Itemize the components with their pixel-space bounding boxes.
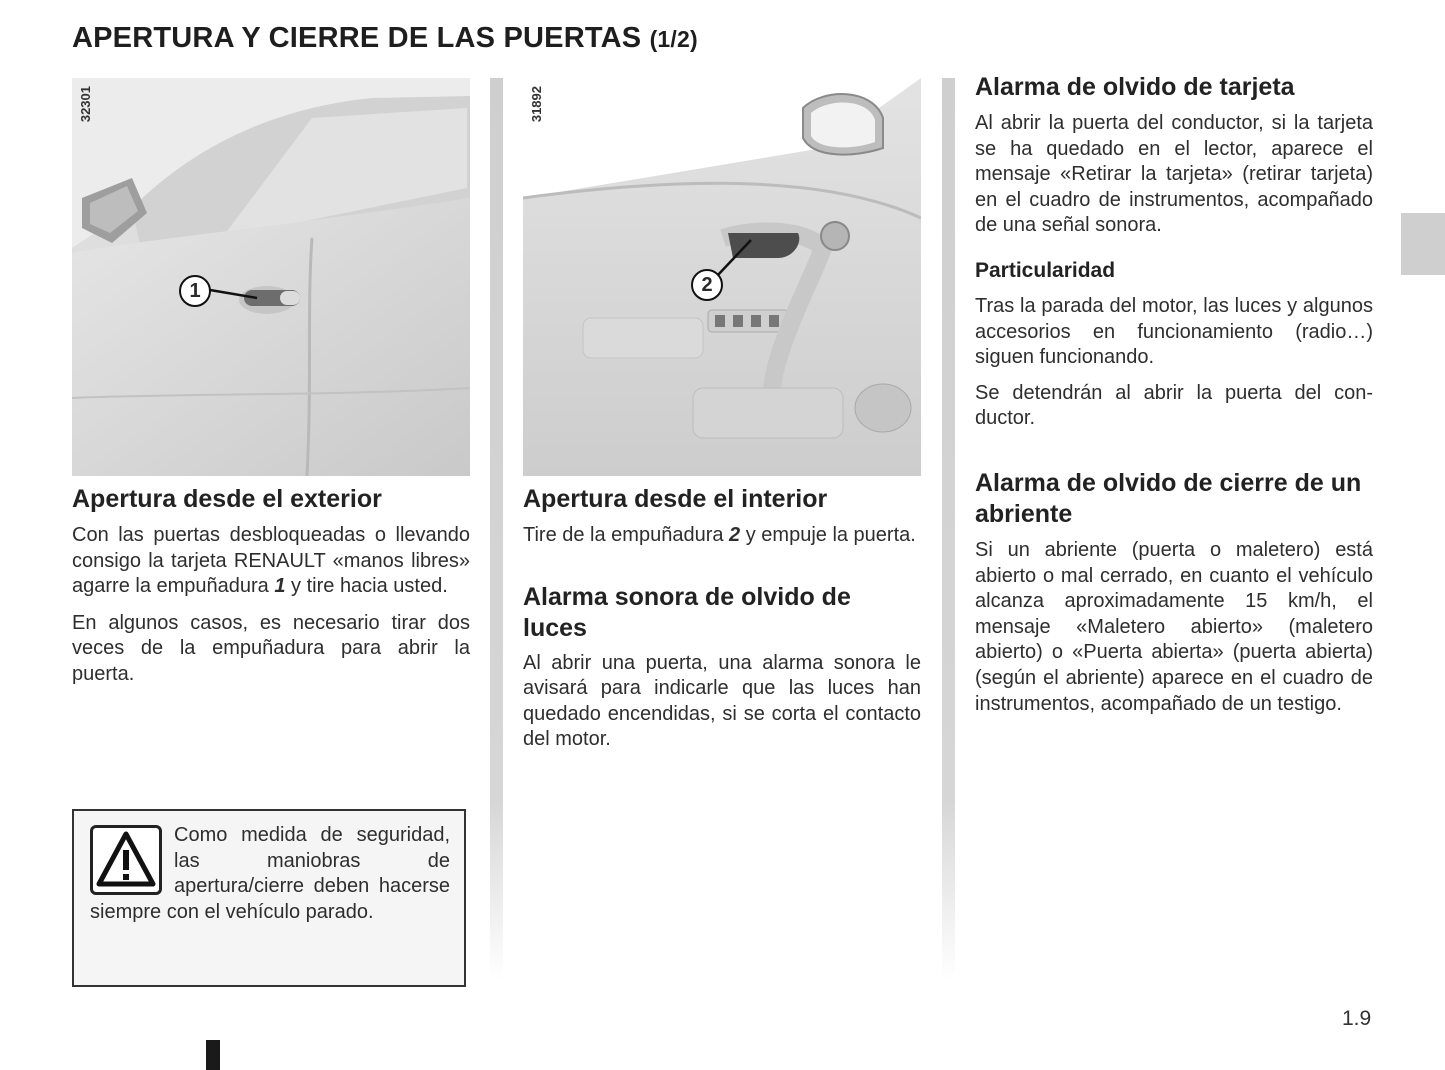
lights-alarm-paragraph: Al abrir una puerta, una alarma sonora le avisará para indicarle que las luces han quedado encendidas, si se corta el contacto del motor. [523,651,921,751]
interior-p1-text-c: y empuje la puerta. [740,524,916,546]
callout-2 [691,269,723,301]
particularidad-paragraph-1: Tras la parada del motor, las luces y algunos accesorios en funcionamiento (radio…) siguen funcionando. [975,294,1373,369]
exterior-p1-ref: 1 [274,575,286,598]
heading-lights-alarm: Alarma sonora de olvido de luces [523,582,851,642]
exterior-door-illustration [72,78,470,476]
safety-warning-box [72,809,466,987]
safety-warning-text: Como medida de seguridad, las maniobras de apertura/cierre deben hacerse siempre con el vehículo parado. [90,824,450,923]
page-title-text: APERTURA Y CIERRE DE LAS PUERTAS [72,22,642,54]
column-interior [523,78,921,753]
interior-door-illustration [523,78,921,476]
callout-1 [179,275,211,307]
column-exterior [72,78,470,688]
exterior-p1-text-a: Con las puertas desbloqueadas o llevando consigo la tarjeta RENAULT «manos libres» agarre la empuñadura [72,524,470,598]
callout-2-number: 2 [701,274,713,296]
card-alarm-paragraph: Al abrir la puerta del conductor, si la tarjeta se ha quedado en el lector, aparece el mensaje «Retirar la tarjeta» (retirar tarjeta) en el cuadro de instrumentos, acompañado de una señal sonora. [975,112,1373,237]
page-edge-marker [206,1040,220,1070]
subheading-particularidad: Particularidad [975,258,1116,282]
page-title [72,22,698,55]
callout-1-number: 1 [189,280,201,302]
exterior-p1-text-c: y tire hacia usted. [285,575,448,598]
column-divider-2 [942,78,955,980]
page-title-part: (1/2) [649,26,698,52]
figure-code: 31892 [529,86,544,123]
exterior-paragraph-1 [72,523,470,600]
warning-triangle-icon [90,825,162,895]
heading-opening-alarm: Alarma de olvido de cierre de un abriente [975,468,1362,528]
figure-code: 32301 [78,86,93,123]
interior-p1-ref: 2 [729,524,741,546]
particularidad-paragraph-2: Se detendrán al abrir la puerta del conductor. [975,381,1373,430]
heading-exterior: Apertura desde el exterior [72,485,382,513]
heading-interior: Apertura desde el interior [523,485,828,513]
figure-interior-door [523,78,921,476]
page-number: 1.9 [1342,1007,1372,1030]
figure-exterior-door [72,78,470,476]
heading-card-alarm: Alarma de olvido de tarjeta [975,73,1295,101]
exterior-paragraph-2: En algunos casos, es necesario tirar dos veces de la empuñadura para abrir la puerta. [72,611,470,685]
interior-paragraph [523,523,921,549]
section-tab-marker [1401,213,1445,275]
opening-alarm-paragraph: Si un abriente (puerta o maletero) está abierto o mal cerrado, en cuanto el vehículo alcanza aproximadamente 15 km/h, el mensaje «Maletero abierto» (maletero abierto) o «Puerta abierta» (puerta abierta) (según el abriente) aparece en el cuadro de instrumentos, acompañado de un testigo. [975,538,1373,715]
column-alarms [975,72,1373,717]
interior-p1-text-a: Tire de la empuñadura [523,524,730,546]
column-divider-1 [490,78,503,980]
